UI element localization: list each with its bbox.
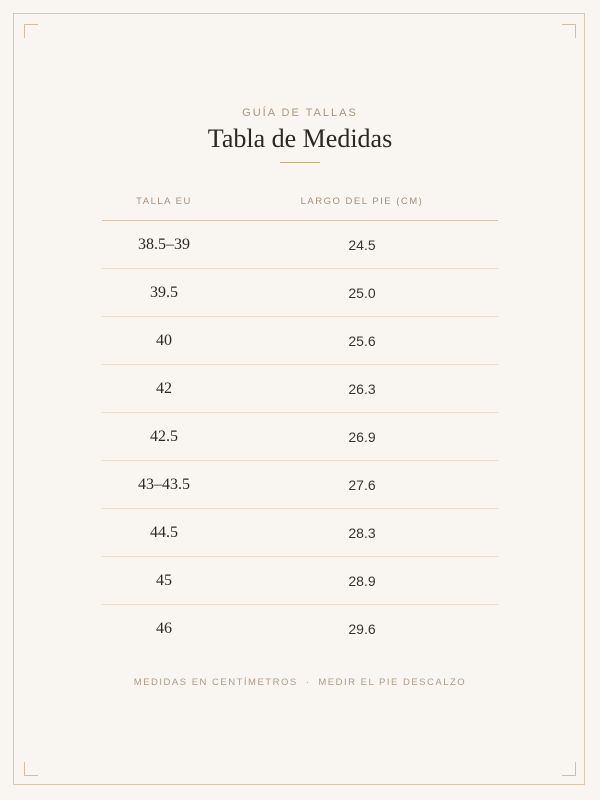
- length-cell: 29.6: [348, 620, 376, 637]
- length-cell: 28.9: [348, 572, 376, 589]
- size-cell: 42: [156, 379, 172, 397]
- size-cell: 42.5: [150, 427, 178, 445]
- size-cell: 40: [156, 331, 172, 349]
- table-row: [102, 365, 498, 413]
- corner-ornament-top-right: [562, 24, 576, 38]
- table-header: [102, 182, 498, 221]
- table-row: [102, 557, 498, 605]
- length-cell: 28.3: [348, 524, 376, 541]
- corner-ornament-bottom-right: [562, 762, 576, 776]
- size-cell: 44.5: [150, 523, 178, 541]
- size-cell: 38.5–39: [138, 235, 190, 253]
- column-header-size: TALLA EU: [136, 195, 192, 207]
- length-cell: 27.6: [348, 476, 376, 493]
- length-cell: 26.9: [348, 428, 376, 445]
- table-row: [102, 605, 498, 652]
- footer-note: [0, 677, 600, 688]
- table-row: [102, 413, 498, 461]
- title-divider: [280, 162, 320, 163]
- size-table: [102, 182, 498, 652]
- size-cell: 45: [156, 571, 172, 589]
- page-eyebrow: GUÍA DE TALLAS: [242, 107, 358, 119]
- table-row: [102, 221, 498, 269]
- length-cell: 26.3: [348, 380, 376, 397]
- table-row: [102, 317, 498, 365]
- table-row: [102, 509, 498, 557]
- size-cell: 46: [156, 619, 172, 637]
- size-cell: 43–43.5: [138, 475, 190, 493]
- footer-separator: ·: [305, 677, 311, 688]
- footer-note-instructions: MEDIR EL PIE DESCALZO: [318, 677, 467, 688]
- size-cell: 39.5: [150, 283, 178, 301]
- length-cell: 25.6: [348, 332, 376, 349]
- table-row: [102, 269, 498, 317]
- table-row: [102, 461, 498, 509]
- corner-ornament-bottom-left: [24, 762, 38, 776]
- length-cell: 24.5: [348, 236, 376, 253]
- footer-note-units: MEDIDAS EN CENTÍMETROS: [133, 677, 298, 688]
- page-title: Tabla de Medidas: [207, 124, 393, 153]
- corner-ornament-top-left: [24, 24, 38, 38]
- table-body: [102, 221, 498, 652]
- length-cell: 25.0: [348, 284, 376, 301]
- column-header-length: LARGO DEL PIE (CM): [300, 195, 424, 207]
